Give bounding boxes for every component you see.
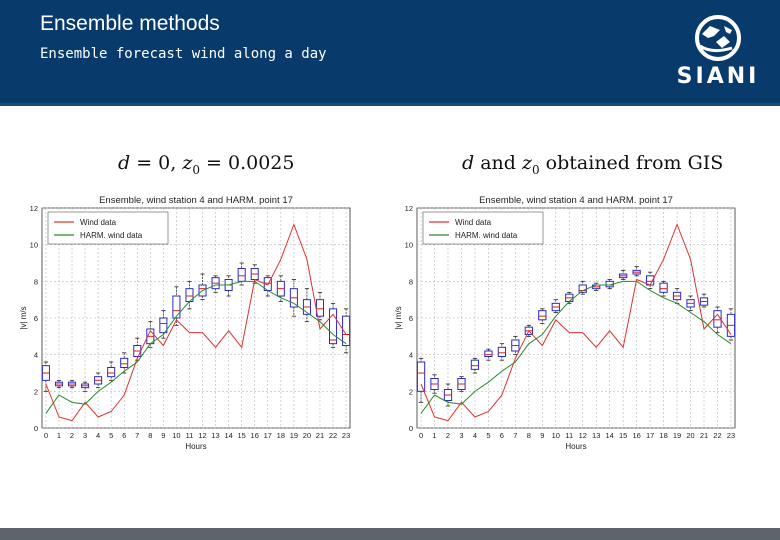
box-body: [539, 311, 546, 320]
x-tick-label: 0: [418, 431, 424, 440]
x-tick-label: 1: [56, 431, 62, 440]
x-tick-label: 19: [289, 431, 299, 440]
x-tick-label: 11: [565, 431, 574, 440]
x-tick-label: 17: [263, 431, 272, 440]
x-tick-label: 6: [122, 431, 127, 440]
x-tick-label: 13: [592, 431, 601, 440]
box-chart-right: [395, 190, 745, 455]
x-tick-label: 4: [96, 431, 101, 440]
globe-icon: [672, 14, 764, 64]
x-tick-label: 22: [713, 431, 722, 440]
slide-subtitle: Ensemble forecast wind along a day: [40, 46, 327, 62]
y-tick-label: 4: [33, 350, 38, 360]
x-tick-label: 21: [315, 431, 325, 440]
legend-entry: HARM. wind data: [455, 231, 518, 240]
x-tick-label: 8: [148, 431, 153, 440]
y-tick-label: 2: [408, 387, 413, 397]
y-tick-label: 0: [408, 424, 413, 433]
box-hour-22: [330, 303, 337, 347]
caption-eq2: = 0.0025: [200, 152, 295, 174]
x-tick-label: 12: [578, 431, 587, 440]
chart-caption-left: [118, 152, 294, 177]
x-tick-label: 23: [726, 431, 736, 440]
box-body: [238, 269, 245, 282]
y-tick-label: 0: [33, 424, 38, 433]
y-tick-label: 4: [408, 350, 413, 360]
chart-title: Ensemble, wind station 4 and HARM. point 17: [479, 195, 673, 206]
footer-bar: [0, 528, 780, 540]
box-body: [471, 360, 478, 369]
x-tick-label: 3: [82, 431, 88, 440]
box-hour-3: [458, 377, 465, 392]
x-tick-label: 13: [211, 431, 220, 440]
logo-text: SIANI: [676, 64, 760, 89]
caption-z: z: [182, 152, 193, 174]
legend-entry: Wind data: [80, 218, 117, 227]
chart-caption-right: [462, 152, 723, 177]
x-tick-label: 15: [618, 431, 628, 440]
x-tick-label: 8: [526, 431, 531, 440]
x-tick-label: 14: [605, 431, 614, 440]
x-tick-label: 20: [302, 431, 312, 440]
slide-title: Ensemble methods: [40, 12, 220, 35]
box-body: [485, 351, 492, 357]
x-tick-label: 9: [161, 431, 166, 440]
y-axis-label: |v| m/s: [19, 306, 28, 330]
caption-rest: obtained from GIS: [539, 152, 724, 174]
box-body: [108, 368, 115, 377]
caption-z: z: [521, 152, 532, 174]
x-tick-label: 10: [551, 431, 560, 440]
x-tick-label: 5: [486, 431, 491, 440]
y-tick-label: 12: [404, 204, 413, 213]
y-tick-label: 6: [33, 314, 38, 323]
caption-and: and: [474, 152, 522, 174]
x-tick-label: 9: [540, 431, 545, 440]
x-tick-label: 7: [513, 431, 518, 440]
x-tick-label: 17: [645, 431, 655, 440]
box-body: [173, 296, 180, 318]
legend-entry: Wind data: [455, 218, 492, 227]
box-body: [498, 347, 505, 356]
y-tick-label: 10: [29, 240, 38, 250]
box-chart-left: [20, 190, 360, 455]
x-tick-label: 2: [69, 431, 75, 440]
x-tick-label: 20: [686, 431, 695, 440]
x-tick-label: 15: [237, 431, 246, 440]
x-tick-label: 0: [43, 431, 49, 440]
x-tick-label: 21: [699, 431, 709, 440]
x-tick-label: 7: [135, 431, 140, 440]
x-tick-label: 10: [172, 431, 181, 440]
x-tick-label: 6: [499, 431, 504, 440]
x-tick-label: 16: [632, 431, 641, 440]
x-tick-label: 18: [659, 431, 668, 440]
chart-title: Ensemble, wind station 4 and HARM. point 17: [99, 195, 293, 206]
y-tick-label: 6: [408, 314, 413, 323]
y-axis-label: |v| m/s: [394, 306, 403, 330]
x-tick-label: 5: [109, 431, 114, 440]
siani-logo: [672, 14, 764, 94]
x-axis-label: Hours: [185, 442, 207, 451]
x-tick-label: 4: [472, 431, 478, 440]
legend-entry: HARM. wind data: [80, 231, 143, 240]
x-tick-label: 18: [276, 431, 286, 440]
x-axis-label: Hours: [565, 442, 587, 451]
x-tick-label: 12: [198, 431, 207, 440]
caption-d: d: [118, 152, 131, 174]
x-tick-label: 16: [250, 431, 259, 440]
box-body: [579, 285, 586, 292]
x-tick-label: 23: [341, 431, 351, 440]
box-body: [417, 362, 424, 391]
y-tick-label: 8: [408, 277, 413, 287]
caption-eq1: = 0,: [130, 152, 183, 174]
x-tick-label: 3: [459, 431, 464, 440]
y-tick-label: 2: [33, 387, 38, 397]
x-tick-label: 19: [672, 431, 682, 440]
y-tick-label: 10: [404, 240, 413, 250]
x-tick-label: 14: [224, 431, 233, 440]
slide-header: [0, 0, 780, 106]
y-tick-label: 12: [29, 204, 38, 213]
box-body: [660, 283, 667, 292]
x-tick-label: 1: [432, 431, 437, 440]
caption-sub: 0: [192, 162, 200, 177]
x-tick-label: 11: [185, 431, 194, 440]
x-tick-label: 2: [445, 431, 451, 440]
caption-sub: 0: [532, 162, 540, 177]
y-tick-label: 8: [33, 277, 38, 287]
caption-d: d: [462, 152, 475, 174]
x-tick-label: 22: [328, 431, 338, 440]
box-body: [121, 358, 128, 367]
